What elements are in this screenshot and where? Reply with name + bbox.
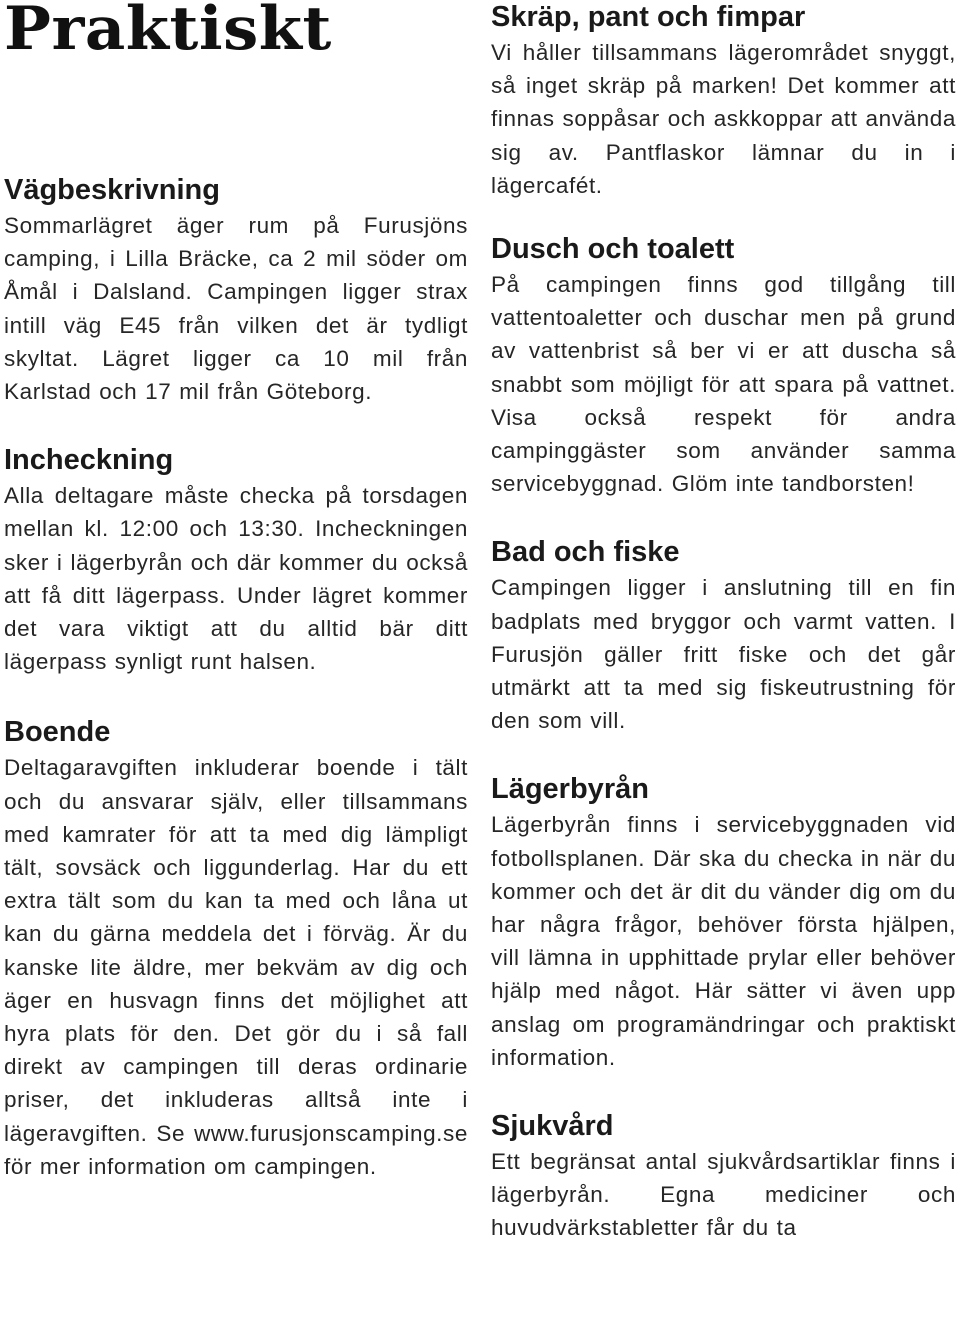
section-heading: Sjukvård (491, 1110, 614, 1143)
section-body: Lägerbyrån finns i servicebyggnaden vid fotbollsplanen. Där ska du checka in när du kommer och det är dit du vänder dig om du har några frågor, behöver första hjälpen, vill lämna in upphittade prylar eller behöver hjälp med något. Här sätter vi även upp anslag om programändringar och praktiskt information. (491, 812, 956, 1070)
section-heading: Vägbeskrivning (4, 174, 220, 206)
section-dusch-toalett (491, 231, 956, 500)
section-spacer (491, 202, 956, 231)
section-body: Vi håller tillsammans lägerområdet snyggt, så inget skräp på marken! Det kommer att finnas soppåsar och askkoppar att använda sig av. Pantflaskor lämnar du in i lägercafét. (491, 40, 956, 198)
section-spacer (491, 737, 956, 771)
section-incheckning (4, 442, 468, 678)
section-sjukvard (491, 1108, 956, 1245)
section-heading: Bad och fiske (491, 536, 680, 569)
right-column (491, 0, 956, 1245)
section-skrap-pant-fimpar (491, 0, 956, 202)
section-lagerbyran (491, 771, 956, 1074)
section-body: Campingen ligger i anslutning till en fin badplats med bryggor och varmt vatten. I Furusjön gäller fritt fiske och det går utmärkt att ta med sig fiskeutrustning för den som vill. (491, 575, 956, 734)
section-boende (4, 714, 468, 1183)
section-heading: Dusch och toalett (491, 233, 735, 266)
section-spacer (4, 408, 468, 442)
section-heading: Incheckning (4, 444, 174, 477)
section-body: På campingen finns god tillgång till vattentoaletter och duschar men på grund av vattenbrist så ber vi er att duscha så snabbt som möjligt för att spara på vattnet. Visa också respekt för andra campinggäster som använder samma servicebyggnad. Glöm inte tandborsten! (491, 272, 956, 497)
section-spacer (491, 500, 956, 534)
section-heading: Skräp, pant och fimpar (491, 1, 806, 33)
section-spacer (491, 1074, 956, 1108)
section-spacer (4, 678, 468, 714)
page-title: Praktiskt (4, 0, 332, 64)
left-column (4, 172, 468, 1183)
section-body: Alla deltagare måste checka på torsdagen mellan kl. 12:00 och 13:30. Incheckningen sker i lägerbyrån och där kommer du också att få ditt lägerpass. Under lägret kommer det vara viktigt att du alltid bär ditt lägerpass synligt runt halsen. (4, 483, 468, 675)
section-heading: Lägerbyrån (491, 773, 649, 806)
section-vagbeskrivning (4, 172, 468, 408)
section-body: Ett begränsat antal sjukvårdsartiklar finns i lägerbyrån. Egna mediciner och huvudvärkstabletter får du ta (491, 1149, 956, 1241)
section-body: Sommarlägret äger rum på Furusjöns camping, i Lilla Bräcke, ca 2 mil söder om Åmål i Dalsland. Campingen ligger strax intill väg E45 från vilken det är tydligt skyltat. Lägret ligger ca 10 mil från Karlstad och 17 mil från Göteborg. (4, 213, 468, 405)
section-bad-fiske (491, 534, 956, 737)
section-heading: Boende (4, 716, 111, 749)
section-body: Deltagaravgiften inkluderar boende i tält och du ansvarar själv, eller tillsammans med kamrater för att ta med dig lämpligt tält, sovsäck och liggunderlag. Har du ett extra tält som du kan ta med och låna ut kan du gärna meddela det i förväg. Är du kanske lite äldre, mer bekväm av dig och äger en husvagn finns det möjlighet att hyra plats för den. Det gör du i så fall direkt av campingen till deras ordinarie priser, det inkluderas alltså inte i lägeravgiften. Se www.furusjonscamping.se för mer information om campingen. (4, 755, 468, 1179)
